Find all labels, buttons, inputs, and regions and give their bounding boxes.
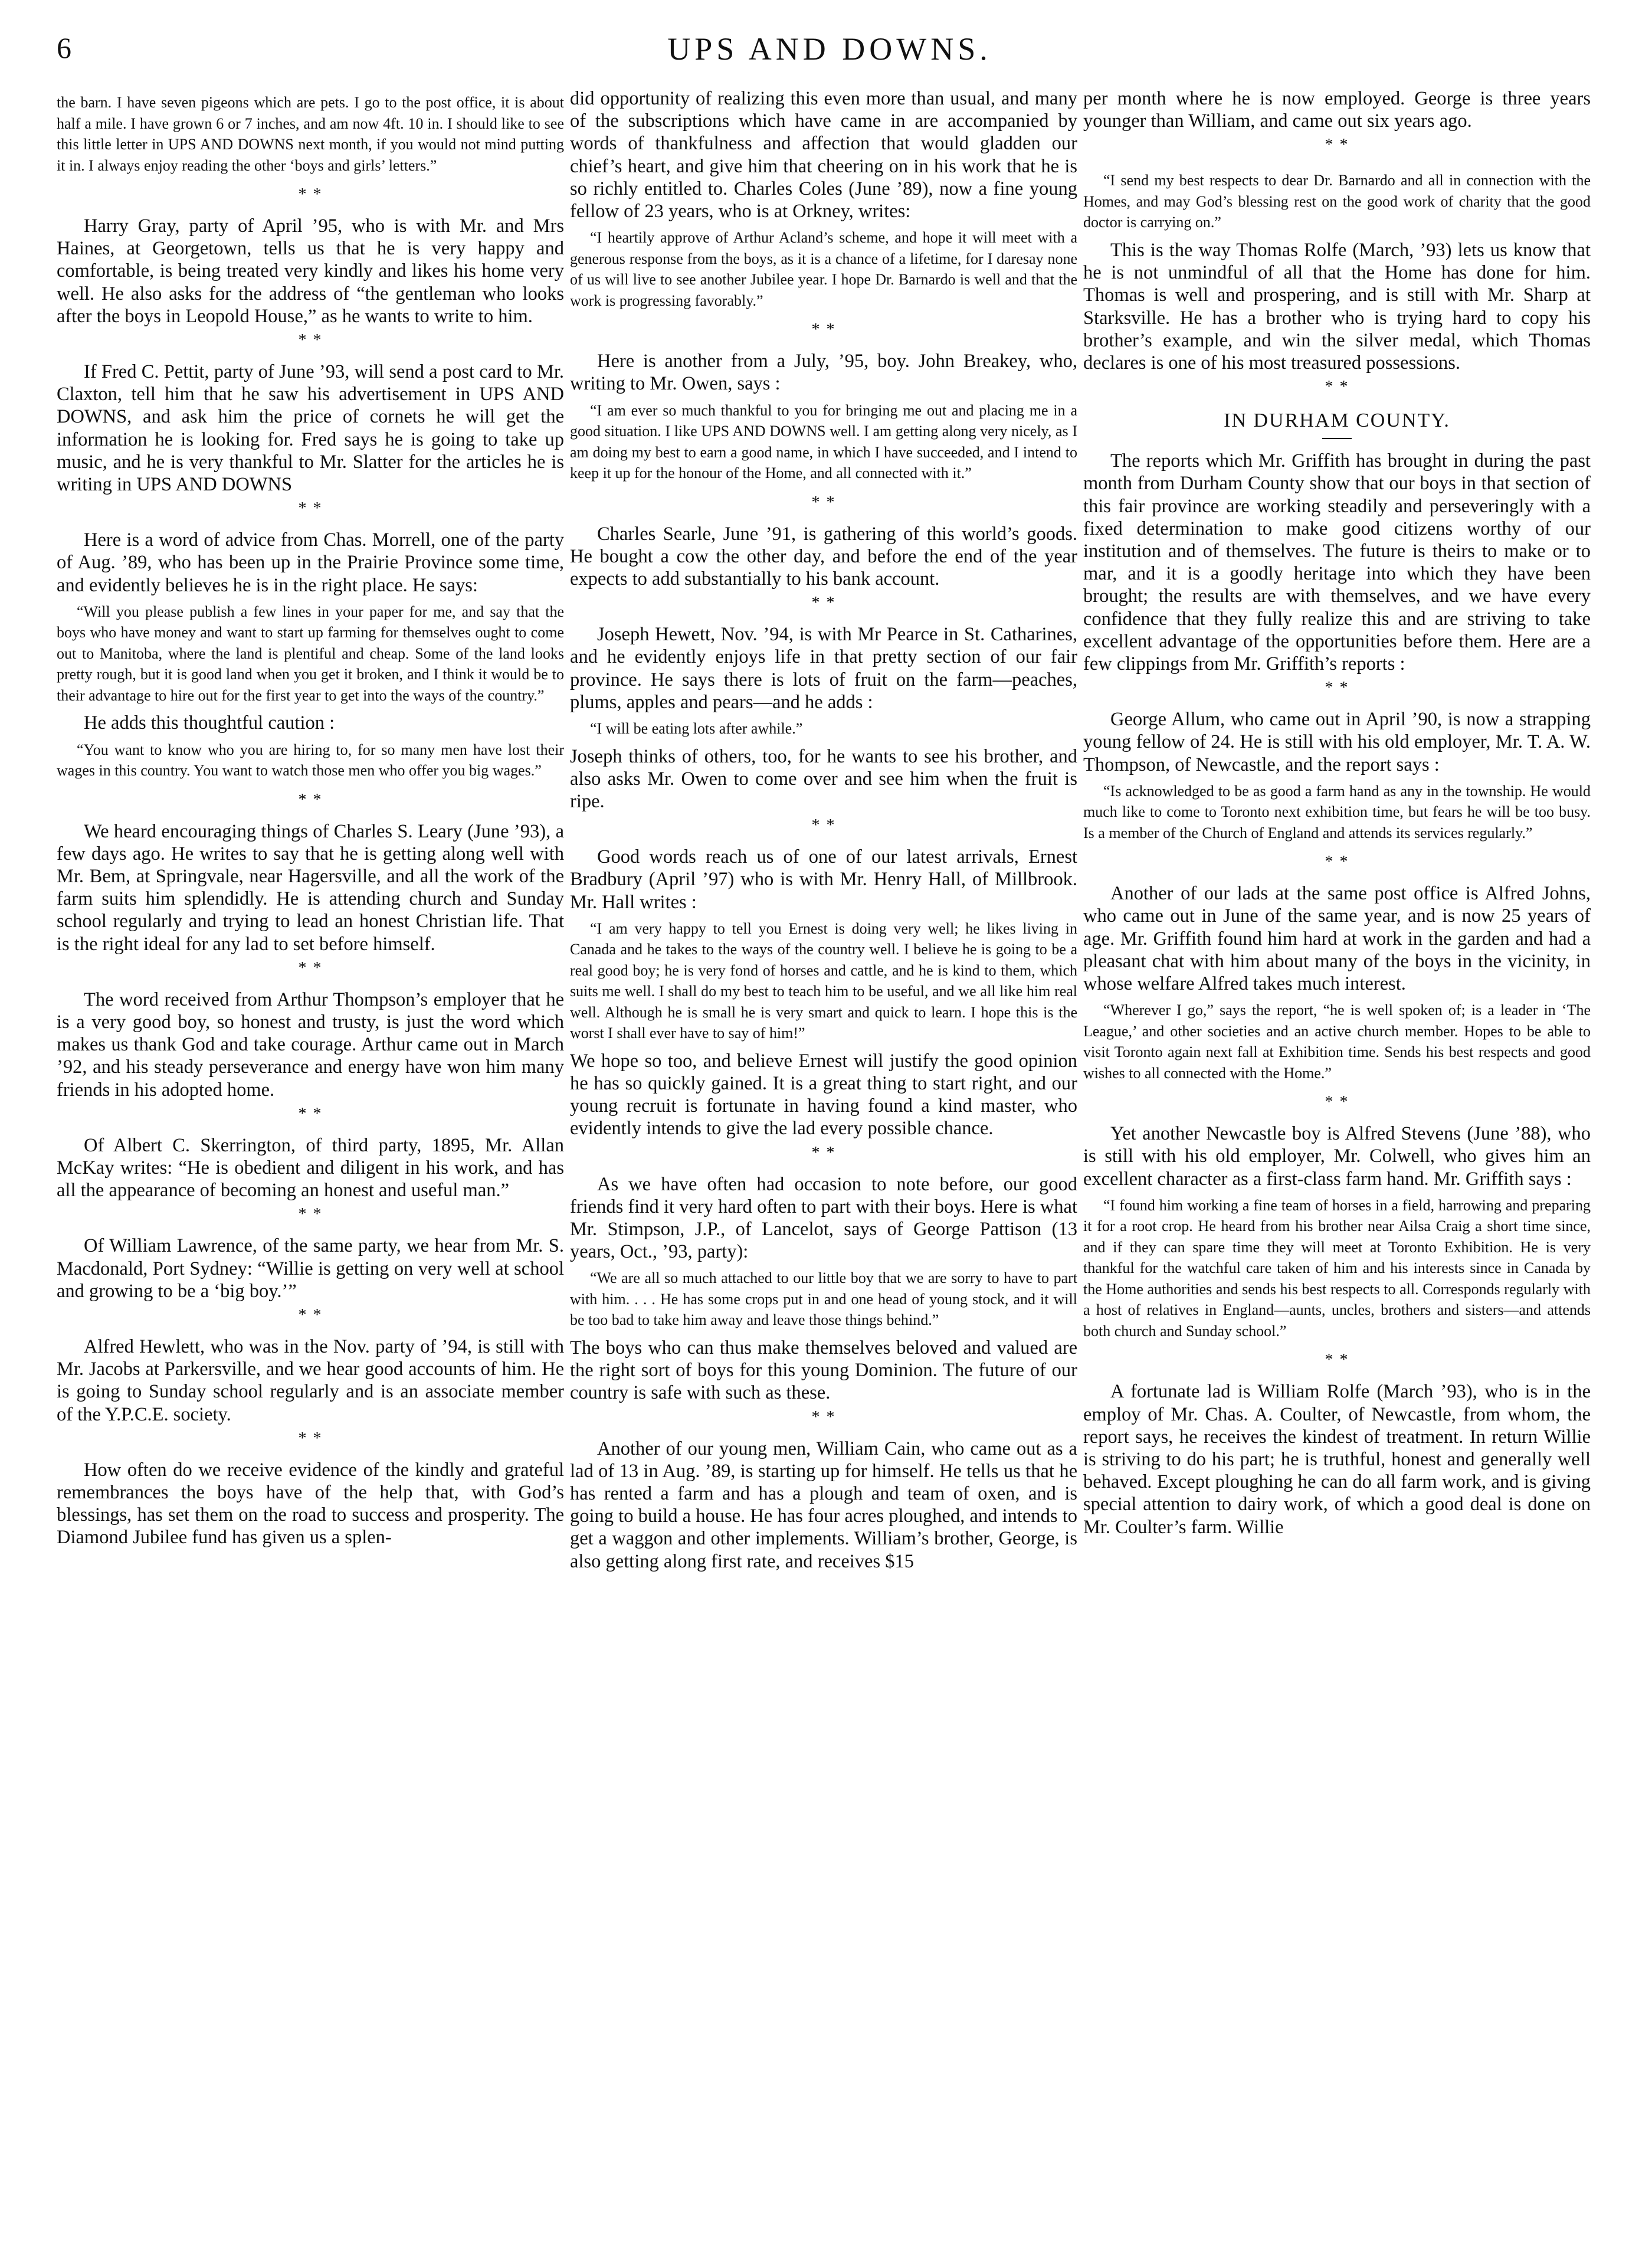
article-paragraph: Another of our young men, William Cain, who came out as a lad of 13 in Aug. ’89, is starting up for himself. He tells us that he has rented a farm and has a plough and team of oxen, and is going to build a house. He has four acres ploughed, and intends to get a waggon and other implements. William’s brother, George, is also getting along first rate, and receives $15 [570, 1438, 1077, 1572]
article-paragraph: Joseph Hewett, Nov. ’94, is with Mr Pearce in St. Catharines, and he evidently enjoys life in that pretty section of our fair province. He says there is lots of fruit on the farm—peaches, plums, apples and pears—and he adds : [570, 624, 1077, 713]
section-separator: * * [811, 320, 836, 339]
article-paragraph: Alfred Hewlett, who was in the Nov. party of ’94, is still with Mr. Jacobs at Parkersville, and we hear good accounts of him. He is going to Sunday school regularly and is an associate member of the Y.P.C.E. society. [57, 1336, 564, 1425]
article-paragraph: per month where he is now employed. George is three years younger than William, and came out six years ago. [1083, 88, 1591, 132]
quoted-letter: “I am very happy to tell you Ernest is doing very well; he likes living in Canada and he takes to the ways of the country well. I believe he is going to be a real good boy; he is very fond of horses and cattle, and he is kind to them, which suits me well. I shall do my best to teach him to be useful, and we all like him real well. Although he is small he is very smart and quick to learn. I hope this is the worst I shall ever have to say of him!” [570, 919, 1077, 1042]
section-heading: IN DURHAM COUNTY. [1224, 410, 1450, 432]
article-paragraph: He adds this thoughtful caution : [84, 712, 335, 734]
quoted-letter: “I heartily approve of Arthur Acland’s scheme, and hope it will meet with a generous response from the boys, as it is a chance of a lifetime, for I daresay none of us will live to see another Jubilee year. I hope Dr. Barnardo is well and that the work is progressing favorably.” [570, 229, 1077, 309]
section-separator: * * [298, 1205, 323, 1224]
column-1 [57, 87, 564, 2188]
section-separator: * * [298, 1306, 323, 1324]
quoted-letter: “We are all so much attached to our little boy that we are sorry to have to part with him. . . . He has some crops put in and one head of young stock, and it will be too bad to take him away and leave those things behind.” [570, 1269, 1077, 1329]
publication-title: UPS AND DOWNS. [667, 31, 992, 67]
article-paragraph: As we have often had occasion to note before, our good friends find it very hard often to part with their boys. Here is what Mr. Stimpson, J.P., of Lancelot, says of George Pattison (13 years, Oct., ’93, party): [570, 1173, 1077, 1263]
section-separator: * * [811, 1407, 836, 1426]
section-separator: * * [298, 790, 323, 809]
article-paragraph: Here is a word of advice from Chas. Morrell, one of the party of Aug. ’89, who has been up in the Prairie Province some time, and evidently believes he is in the right place. He says: [57, 529, 564, 596]
article-paragraph: Here is another from a July, ’95, boy. John Breakey, who, writing to Mr. Owen, says : [570, 351, 1077, 395]
heading-rule [1322, 438, 1352, 439]
quoted-letter: the barn. I have seven pigeons which are pets. I go to the post office, it is about half a mile. I have grown 6 or 7 inches, and am now 4ft. 10 in. I should like to see this little letter in UPS AND DOWNS next month, if you would not mind putting it in. I always enjoy reading the other ‘boys and girls’ letters.” [57, 94, 564, 174]
section-separator: * * [298, 1104, 323, 1123]
article-paragraph: Charles Searle, June ’91, is gathering of this world’s goods. He bought a cow the other day, and before the end of the year expects to add substantially to his bank account. [570, 523, 1077, 590]
article-paragraph: We hope so too, and believe Ernest will justify the good opinion he has so quickly gained. It is a great thing to start right, and our young recruit is fortunate in having found a kind master, who evidently intends to give the lad every possible chance. [570, 1050, 1077, 1140]
article-paragraph: The word received from Arthur Thompson’s employer that he is a very good boy, so honest and trusty, is just the word which makes us thank God and take courage. Arthur came out in March ’92, and his steady perseverance and energy have won him many friends in his adopted home. [57, 988, 564, 1101]
section-separator: * * [1325, 1093, 1349, 1112]
article-paragraph: Good words reach us of one of our latest arrivals, Ernest Bradbury (April ’97) who is with Mr. Henry Hall, of Millbrook. Mr. Hall writes : [570, 846, 1077, 913]
section-separator: * * [1325, 679, 1349, 698]
section-separator: * * [811, 594, 836, 613]
quoted-letter: “Is acknowledged to be as good a farm hand as any in the township. He would much like to come to Toronto next exhibition time, but fears he will be too busy. Is a member of the Church of England and attends its services regularly.” [1083, 782, 1591, 842]
section-separator: * * [811, 493, 836, 512]
quoted-letter: “Wherever I go,” says the report, “he is well spoken of; is a leader in ‘The League,’ and other societies and an active church member. Hopes to be able to visit Toronto again next fall at Exhibition time. Sends his best respects and good wishes to all connected with the Home.” [1083, 1001, 1591, 1082]
page-number: 6 [57, 31, 71, 64]
section-separator: * * [1325, 136, 1349, 155]
article-paragraph: We heard encouraging things of Charles S. Leary (June ’93), a few days ago. He writes to say that he is getting along well with Mr. Bem, at Springvale, near Hagersville, and all the work of the farm suits him splendidly. He is attending church and Sunday school regularly and trying to lead an honest Christian life. That is the right ideal for any lad to set before himself. [57, 820, 564, 955]
section-separator: * * [1325, 378, 1349, 397]
article-paragraph: How often do we receive evidence of the kindly and grateful remembrances the boys have of the help that, with God’s blessings, has set them on the road to success and prosperity. The Diamond Jubilee fund has given us a splen- [57, 1459, 564, 1549]
section-separator: * * [1325, 1351, 1349, 1370]
quoted-letter: “I am ever so much thankful to you for bringing me out and placing me in a good situation. I like UPS AND DOWNS well. I am getting along very nicely, as I am doing my best to earn a good name, in which I have succeeded, and I intend to keep it up for the honour of the Home, and all connected with it.” [570, 401, 1077, 482]
article-paragraph: George Allum, who came out in April ’90, is now a strapping young fellow of 24. He is still with his old employer, Mr. T. A. W. Thompson, of Newcastle, and the report says : [1083, 709, 1591, 775]
section-separator: * * [298, 185, 323, 204]
quoted-letter: “You want to know who you are hiring to, for so many men have lost their wages in this country. You want to watch those men who offer you big wages.” [57, 741, 564, 780]
column-3 [1083, 87, 1591, 2188]
quoted-letter: “I send my best respects to dear Dr. Barnardo and all in connection with the Homes, and may God’s blessing rest on the good work of charity that the good doctor is carrying on.” [1083, 172, 1591, 231]
section-separator: * * [811, 1143, 836, 1162]
section-separator: * * [298, 331, 323, 350]
article-paragraph: Harry Gray, party of April ’95, who is with Mr. and Mrs Haines, at Georgetown, tells us that he is very happy and comfortable, is being treated very kindly and likes his home very well. He also asks for the address of “the gentleman who looks after the boys in Leopold House,” as he wants to write to him. [57, 215, 564, 327]
quoted-letter: “I will be eating lots after awhile.” [590, 720, 803, 738]
page-header [57, 31, 1602, 78]
quoted-letter: “Will you please publish a few lines in your paper for me, and say that the boys who have money and want to start up farming for themselves ought to come out to Manitoba, where the land is plentiful and cheap. Some of the land looks pretty rough, but it is good land when you get it broken, and I think it would be to their advantage to hire out for the first year to get into the ways of the country.” [57, 603, 564, 704]
section-separator: * * [298, 958, 323, 977]
section-separator: * * [298, 499, 323, 518]
column-2 [570, 87, 1077, 2188]
article-paragraph: This is the way Thomas Rolfe (March, ’93) lets us know that he is not unmindful of all that the Home has done for him. Thomas is well and prospering, and is still with Mr. Sharp at Starksville. He has a brother who is trying hard to copy his brother’s example, and win the silver medal, which Thomas declares is one of his most treasured possessions. [1083, 239, 1591, 374]
section-separator: * * [298, 1429, 323, 1448]
quoted-letter: “I found him working a fine team of horses in a field, harrowing and preparing it for a root crop. He heard from his brother near Ailsa Craig a short time since, and if they can spare time they will meet at Toronto Exhibition. He is very thankful for the watchful care taken of him and his interests since in Canada by the Home authorities and sends his best respects to all. Corresponds regularly with a host of relatives in England—aunts, uncles, brothers and sisters—and attends both church and Sunday school.” [1083, 1196, 1591, 1340]
article-paragraph: did opportunity of realizing this even more than usual, and many of the subscriptions which have came in are accompanied by words of thankfulness and affection that would gladden our chief’s heart, and give him that cheering on in his work that he is so richly entitled to. Charles Coles (June ’89), now a fine young fellow of 23 years, who is at Orkney, writes: [570, 88, 1077, 222]
section-separator: * * [1325, 853, 1349, 872]
article-paragraph: Another of our lads at the same post office is Alfred Johns, who came out in June of the same year, and is now 25 years of age. Mr. Griffith found him hard at work in the garden and had a pleasant chat with him about many of the boys in the vicinity, in whose welfare Alfred takes much interest. [1083, 883, 1591, 995]
article-paragraph: If Fred C. Pettit, party of June ’93, will send a post card to Mr. Claxton, tell him that he saw his advertisement in UPS AND DOWNS, and ask him the price of cornets he will get the information he is looking for. Fred says he is going to take up music, and he is very thankful to Mr. Slatter for the articles he is writing in UPS AND DOWNS [57, 361, 564, 496]
article-paragraph: Yet another Newcastle boy is Alfred Stevens (June ’88), who is still with his old employer, Mr. Colwell, who gives him an excellent character as a first-class farm hand. Mr. Griffith says : [1083, 1123, 1591, 1190]
article-paragraph: The boys who can thus make themselves beloved and valued are the right sort of boys for this young Dominion. The future of our country is safe with such as these. [570, 1337, 1077, 1404]
article-paragraph: Of Albert C. Skerrington, of third party, 1895, Mr. Allan McKay writes: “He is obedient and diligent in his work, and has all the appearance of becoming an honest and useful man.” [57, 1134, 564, 1202]
article-paragraph: Joseph thinks of others, too, for he wants to see his brother, and also asks Mr. Owen to come over and see him when the fruit is ripe. [570, 745, 1077, 812]
article-paragraph: The reports which Mr. Griffith has brought in during the past month from Durham County show that our boys in that section of this fair province are working steadily and perseveringly with a fixed determination to make good citizens worthy of our institution and of themselves. The future is theirs to make or to mar, and it is a goodly heritage into which they have been brought; the results are with themselves, and we have every confidence that they fully realize this and are striving to take excellent advantage of the opportunities before them. Here are a few clippings from Mr. Griffith’s reports : [1083, 450, 1591, 675]
section-separator: * * [811, 816, 836, 835]
article-paragraph: Of William Lawrence, of the same party, we hear from Mr. S. Macdonald, Port Sydney: “Willie is getting on very well at school and growing to be a ‘big boy.’” [57, 1235, 564, 1302]
article-paragraph: A fortunate lad is William Rolfe (March ’93), who is in the employ of Mr. Chas. A. Coulter, of Newcastle, from whom, the report says, he receives the kindest of treatment. In return Willie is striving to do his part; he is truthful, honest and generally well behaved. Except ploughing he can do all farm work, and is giving special attention to dairy work, of which a good deal is done on Mr. Coulter’s farm. Willie [1083, 1381, 1591, 1538]
